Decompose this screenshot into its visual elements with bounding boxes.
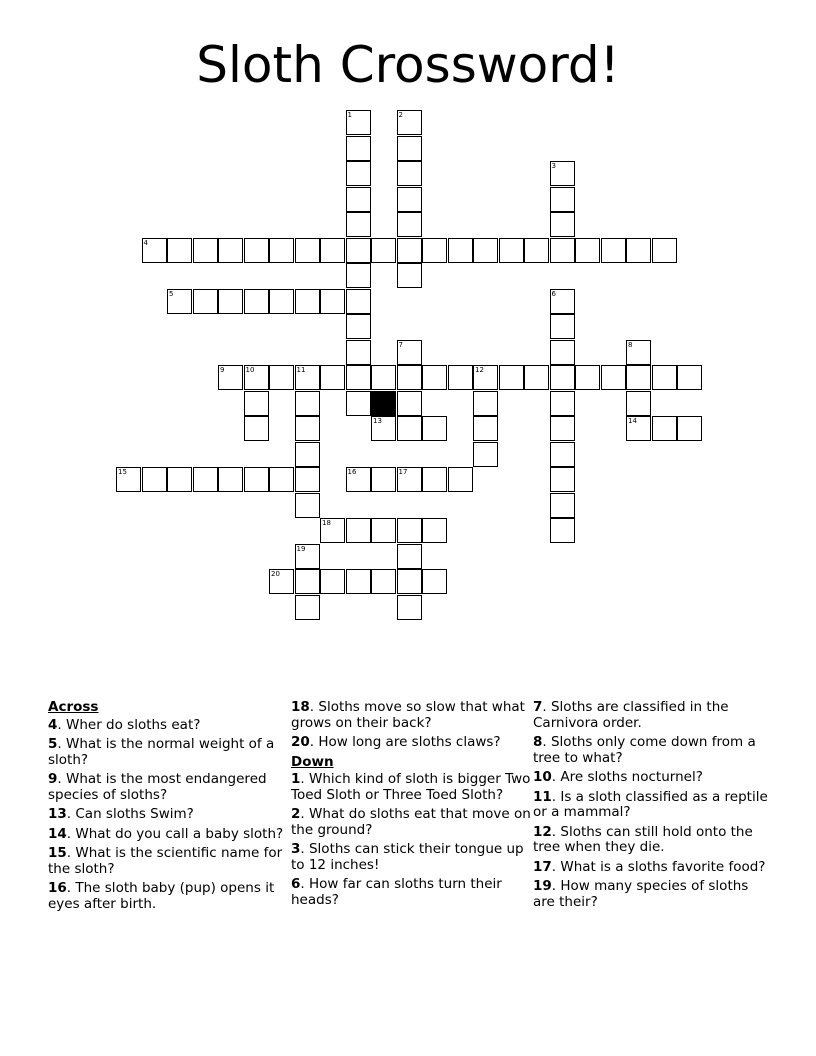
crossword-cell[interactable]	[550, 365, 575, 390]
crossword-cell[interactable]	[244, 467, 269, 492]
clue-number: 19	[296, 544, 306, 553]
clue-number: 8	[628, 340, 633, 349]
crossword-cell[interactable]	[626, 391, 651, 416]
clue-item	[533, 879, 773, 910]
crossword-cell[interactable]	[346, 263, 371, 288]
crossword-cell[interactable]	[167, 238, 192, 263]
clue-item-number: 1	[291, 771, 301, 787]
clue-item-number: 3	[291, 841, 301, 857]
crossword-cell[interactable]	[371, 416, 396, 441]
crossword-cell[interactable]	[499, 365, 524, 390]
clue-item-number: 19	[533, 878, 552, 894]
crossword-cell[interactable]	[244, 391, 269, 416]
crossword-cell[interactable]	[550, 238, 575, 263]
crossword-cell[interactable]	[295, 442, 320, 467]
crossword-cell[interactable]	[550, 493, 575, 518]
crossword-cell[interactable]	[346, 314, 371, 339]
clue-item-text: . Is a sloth classified as a reptile or a mammal?	[533, 788, 768, 820]
clue-item-text: . Which kind of sloth is bigger Two Toed Sloth or Three Toed Sloth?	[291, 771, 531, 803]
crossword-cell[interactable]	[626, 340, 651, 365]
crossword-cell[interactable]	[346, 391, 371, 416]
crossword-cell[interactable]	[295, 467, 320, 492]
crossword-cell[interactable]	[269, 365, 294, 390]
clue-item-text: . What do you call a baby sloth?	[66, 825, 284, 842]
crossword-cell[interactable]	[346, 467, 371, 492]
clue-item	[291, 772, 531, 803]
clue-item-text: . Sloths move so slow that what grows on their back?	[291, 699, 525, 731]
down-clue-list	[291, 772, 531, 908]
crossword-cell[interactable]	[244, 238, 269, 263]
crossword-cell[interactable]	[473, 365, 498, 390]
crossword-cell[interactable]	[371, 365, 396, 390]
clue-item-number: 13	[48, 806, 67, 822]
clue-item-number: 20	[291, 734, 310, 750]
clue-item-number: 16	[48, 880, 67, 896]
crossword-cell[interactable]	[677, 365, 702, 390]
clue-item	[291, 735, 531, 751]
crossword-cell[interactable]	[397, 238, 422, 263]
crossword-cell[interactable]	[397, 569, 422, 594]
crossword-cell[interactable]	[269, 569, 294, 594]
clue-item	[291, 700, 531, 731]
across-clue-list-continued	[291, 700, 531, 751]
crossword-cell[interactable]	[397, 263, 422, 288]
clue-item-text: . How many species of sloths are their?	[533, 878, 749, 910]
clue-item-text: . What is the normal weight of a sloth?	[48, 736, 275, 768]
crossword-cell[interactable]	[652, 416, 677, 441]
clue-item	[291, 807, 531, 838]
clue-item	[48, 807, 288, 823]
crossword-cell[interactable]	[346, 110, 371, 135]
crossword-black-cell	[371, 391, 396, 416]
clue-item	[533, 700, 773, 731]
clue-item	[533, 735, 773, 766]
crossword-cell[interactable]	[397, 136, 422, 161]
crossword-cell[interactable]	[397, 161, 422, 186]
crossword-cell[interactable]	[397, 187, 422, 212]
clue-number: 9	[220, 366, 225, 374]
crossword-cell[interactable]	[193, 289, 218, 314]
clue-item-number: 8	[533, 734, 543, 750]
clue-number: 13	[373, 417, 382, 425]
clue-item-number: 12	[533, 823, 552, 840]
clue-number: 15	[118, 468, 127, 476]
crossword-cell[interactable]	[116, 467, 141, 492]
clue-number: 4	[143, 238, 148, 247]
clue-item-number: 4	[48, 716, 58, 733]
crossword-cell[interactable]	[422, 416, 447, 441]
clue-item-number: 11	[533, 788, 552, 805]
crossword-cell[interactable]	[397, 595, 422, 620]
clue-item	[48, 737, 288, 768]
crossword-cell[interactable]	[550, 314, 575, 339]
clue-item-text: . The sloth baby (pup) opens it eyes after birth.	[48, 880, 275, 912]
crossword-cell[interactable]	[397, 544, 422, 569]
crossword-cell[interactable]	[575, 238, 600, 263]
crossword-cell[interactable]	[524, 238, 549, 263]
crossword-cell[interactable]	[269, 289, 294, 314]
crossword-cell[interactable]	[397, 340, 422, 365]
clue-number: 3	[551, 162, 556, 170]
clue-number: 17	[398, 468, 408, 476]
clue-number: 6	[551, 289, 556, 298]
clue-item-text: . What is a sloths favorite food?	[551, 858, 766, 875]
clue-item	[533, 770, 773, 786]
down-clue-list-continued	[533, 700, 773, 910]
crossword-cell[interactable]	[422, 518, 447, 543]
crossword-cell[interactable]	[320, 365, 345, 390]
clue-item-text: . What is the most endangered species of sloths?	[48, 771, 267, 803]
crossword-cell[interactable]	[397, 391, 422, 416]
crossword-cell[interactable]	[550, 289, 575, 314]
clue-number: 7	[398, 340, 403, 349]
crossword-cell[interactable]	[346, 212, 371, 237]
crossword-cell[interactable]	[320, 238, 345, 263]
clue-number: 12	[475, 366, 484, 374]
crossword-cell[interactable]	[269, 238, 294, 263]
crossword-cell[interactable]	[320, 518, 345, 543]
crossword-cell[interactable]	[346, 569, 371, 594]
page-title: Sloth Crossword!	[196, 36, 620, 94]
clue-item-number: 6	[291, 876, 301, 892]
clue-item-number: 10	[533, 769, 552, 785]
crossword-cell[interactable]	[346, 187, 371, 212]
crossword-cell[interactable]	[448, 238, 473, 263]
crossword-cell[interactable]	[295, 544, 320, 569]
clue-number: 2	[398, 111, 403, 119]
clue-item-text: . Sloths can still hold onto the tree when they die.	[533, 823, 753, 855]
crossword-cell[interactable]	[601, 238, 626, 263]
crossword-cell[interactable]	[295, 416, 320, 441]
crossword-cell[interactable]	[550, 161, 575, 186]
crossword-cell[interactable]	[550, 391, 575, 416]
crossword-cell[interactable]	[652, 365, 677, 390]
crossword-cell[interactable]	[626, 365, 651, 390]
clue-item-text: . Sloths can stick their tongue up to 12 inches!	[291, 841, 524, 873]
clue-item-number: 5	[48, 736, 58, 752]
crossword-cell[interactable]	[626, 238, 651, 263]
across-heading: Across	[48, 699, 99, 715]
crossword-cell[interactable]	[346, 289, 371, 314]
clue-item	[48, 881, 288, 912]
crossword-cell[interactable]	[601, 365, 626, 390]
clue-item-number: 2	[291, 806, 301, 822]
crossword-cell[interactable]	[346, 340, 371, 365]
clue-number: 10	[245, 366, 255, 374]
crossword-cell[interactable]	[397, 467, 422, 492]
crossword-cell[interactable]	[422, 238, 447, 263]
clue-item	[533, 790, 773, 821]
clue-item	[48, 772, 288, 803]
crossword-cell[interactable]	[473, 442, 498, 467]
crossword-cell[interactable]	[346, 161, 371, 186]
crossword-cell[interactable]	[550, 340, 575, 365]
crossword-cell[interactable]	[499, 238, 524, 263]
clue-item-text: . Can sloths Swim?	[66, 806, 194, 822]
clue-item	[291, 842, 531, 873]
clue-number: 18	[322, 519, 331, 527]
down-clues-column-continued	[533, 700, 773, 914]
crossword-cell[interactable]	[346, 136, 371, 161]
crossword-cell[interactable]	[397, 212, 422, 237]
crossword-cell[interactable]	[550, 518, 575, 543]
crossword-cell[interactable]	[422, 569, 447, 594]
clue-number: 1	[347, 111, 352, 119]
across-clue-list	[48, 718, 288, 913]
clue-item-text: . Wher do sloths eat?	[57, 716, 201, 733]
crossword-cell[interactable]	[448, 365, 473, 390]
crossword-cell[interactable]	[218, 289, 243, 314]
crossword-cell[interactable]	[473, 416, 498, 441]
crossword-cell[interactable]	[550, 416, 575, 441]
crossword-cell[interactable]	[218, 365, 243, 390]
crossword-cell[interactable]	[346, 518, 371, 543]
clue-number: 11	[296, 366, 306, 374]
crossword-cell[interactable]	[575, 365, 600, 390]
crossword-cell[interactable]	[142, 467, 167, 492]
crossword-cell[interactable]	[320, 569, 345, 594]
clue-number: 5	[169, 289, 174, 298]
crossword-cell[interactable]	[550, 212, 575, 237]
crossword-cell[interactable]	[244, 289, 269, 314]
clue-number: 14	[628, 417, 637, 425]
crossword-cell[interactable]	[550, 467, 575, 492]
clue-number: 20	[271, 570, 280, 578]
crossword-cell[interactable]	[550, 187, 575, 212]
clue-item-text: . How far can sloths turn their heads?	[291, 876, 502, 908]
down-heading: Down	[291, 753, 334, 770]
clue-item-text: . How long are sloths claws?	[309, 734, 501, 750]
crossword-cell[interactable]	[473, 391, 498, 416]
crossword-cell[interactable]	[677, 416, 702, 441]
crossword-cell[interactable]	[448, 467, 473, 492]
crossword-cell[interactable]	[295, 569, 320, 594]
clue-item	[48, 827, 288, 843]
clue-item-text: . What do sloths eat that move on the ground?	[291, 806, 531, 838]
clue-item-text: . Sloths are classified in the Carnivora order.	[533, 699, 729, 731]
clue-item	[48, 718, 288, 734]
crossword-cell[interactable]	[244, 416, 269, 441]
crossword-cell[interactable]	[295, 238, 320, 263]
clue-item	[48, 846, 288, 877]
clue-item-number: 9	[48, 771, 58, 787]
clue-item-text: . Are sloths nocturnel?	[551, 769, 703, 785]
clues-column-middle	[291, 700, 531, 912]
crossword-cell[interactable]	[473, 238, 498, 263]
clue-item	[533, 860, 773, 876]
crossword-cell[interactable]	[346, 238, 371, 263]
crossword-cell[interactable]	[626, 416, 651, 441]
crossword-cell[interactable]	[422, 365, 447, 390]
crossword-cell[interactable]	[167, 289, 192, 314]
crossword-cell[interactable]	[397, 518, 422, 543]
crossword-cell[interactable]	[269, 467, 294, 492]
crossword-cell[interactable]	[295, 289, 320, 314]
clue-item	[291, 877, 531, 908]
crossword-cell[interactable]	[397, 416, 422, 441]
crossword-cell[interactable]	[397, 110, 422, 135]
clue-item	[533, 825, 773, 856]
crossword-cell[interactable]	[193, 467, 218, 492]
clue-item-number: 17	[533, 858, 552, 875]
crossword-cell[interactable]	[218, 467, 243, 492]
clue-item-text: . What is the scientific name for the sloth?	[48, 845, 283, 877]
crossword-cell[interactable]	[346, 365, 371, 390]
clue-item-number: 14	[48, 825, 67, 842]
crossword-cell[interactable]	[244, 365, 269, 390]
crossword-cell[interactable]	[218, 238, 243, 263]
clue-number: 16	[347, 468, 357, 476]
crossword-cell[interactable]	[397, 365, 422, 390]
crossword-cell[interactable]	[371, 238, 396, 263]
crossword-cell[interactable]	[142, 238, 167, 263]
clue-item-number: 15	[48, 845, 67, 861]
crossword-cell[interactable]	[371, 569, 396, 594]
clue-item-number: 7	[533, 699, 543, 715]
clue-item-number: 18	[291, 699, 310, 715]
crossword-cell[interactable]	[320, 289, 345, 314]
crossword-cell[interactable]	[295, 493, 320, 518]
across-clues-column	[48, 700, 288, 916]
crossword-cell[interactable]	[371, 518, 396, 543]
crossword-cell[interactable]	[295, 595, 320, 620]
crossword-cell[interactable]	[550, 442, 575, 467]
crossword-cell[interactable]	[371, 467, 396, 492]
crossword-cell[interactable]	[167, 467, 192, 492]
crossword-cell[interactable]	[422, 467, 447, 492]
crossword-cell[interactable]	[295, 391, 320, 416]
crossword-cell[interactable]	[524, 365, 549, 390]
crossword-cell[interactable]	[295, 365, 320, 390]
crossword-cell[interactable]	[652, 238, 677, 263]
clue-item-text: . Sloths only come down from a tree to what?	[533, 734, 756, 766]
crossword-cell[interactable]	[193, 238, 218, 263]
